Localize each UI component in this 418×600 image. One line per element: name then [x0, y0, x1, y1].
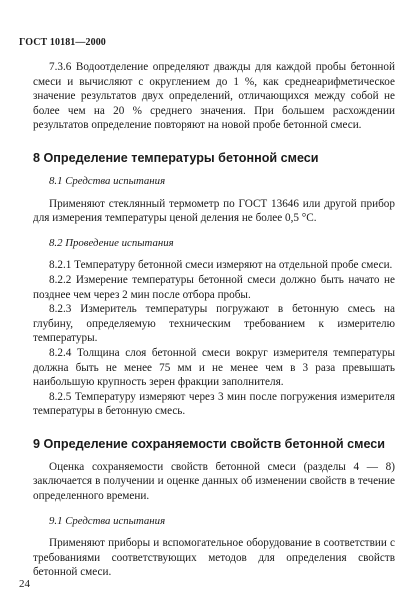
subsection-heading-8-2: 8.2 Проведение испытания [49, 236, 174, 249]
paragraph-8-2-4: 8.2.4 Толщина слоя бетонной смеси вокруг измерителя температуры должна быть не менее 75 мм и не менее чем в 3 раза превышать наибольшую крупность зерен фракции заполнителя. [33, 346, 395, 389]
section-heading-8: 8 Определение температуры бетонной смеси [33, 150, 319, 165]
paragraph-8-2-5: 8.2.5 Температуру измеряют через 3 мин после погружения измерителя температуры в бетонную смесь. [33, 390, 395, 418]
standard-header: ГОСТ 10181—2000 [19, 37, 106, 48]
document-body [33, 60, 395, 580]
paragraph-8-1: Применяют стеклянный термометр по ГОСТ 13646 или другой прибор для измерения температуры ценой деления не более 0,5 °С. [33, 197, 395, 225]
paragraph-8-2-1: 8.2.1 Температуру бетонной смеси измеряют на отдельной пробе смеси. [49, 259, 393, 272]
subsection-heading-8-1: 8.1 Средства испытания [49, 174, 166, 187]
paragraph-7-3-6: 7.3.6 Водоотделение определяют дважды для каждой пробы бетонной смеси и вычисляют с округлением до 1 %, как среднеарифметическое значение результатов двух определений, отличающихся между собой не более чем на 20 % среднего значения. При большем расхождении результатов определение повторяют на новой пробе бетонной смеси. [33, 61, 395, 132]
paragraph-8-2-2: 8.2.2 Измерение температуры бетонной смеси должно быть начато не позднее чем через 2 мин после отбора пробы. [33, 273, 395, 301]
section-heading-9: 9 Определение сохраняемости свойств бетонной смеси [33, 436, 386, 451]
paragraph-8-2-3: 8.2.3 Измеритель температуры погружают в бетонную смесь на глубину, определяемую техническим требованием к измерителю температуры. [33, 303, 395, 345]
page-number: 24 [19, 578, 30, 590]
subsection-heading-9-1: 9.1 Средства испытания [49, 514, 166, 527]
paragraph-9-1: Применяют приборы и вспомогательное оборудование в соответствии с требованиями соответствующих методов для определения свойств бетонной смеси. [33, 537, 395, 579]
paragraph-9: Оценка сохраняемости свойств бетонной смеси (разделы 4 — 8) заключается в получении и оценке данных об изменении свойств в течение определенного времени. [33, 460, 395, 503]
